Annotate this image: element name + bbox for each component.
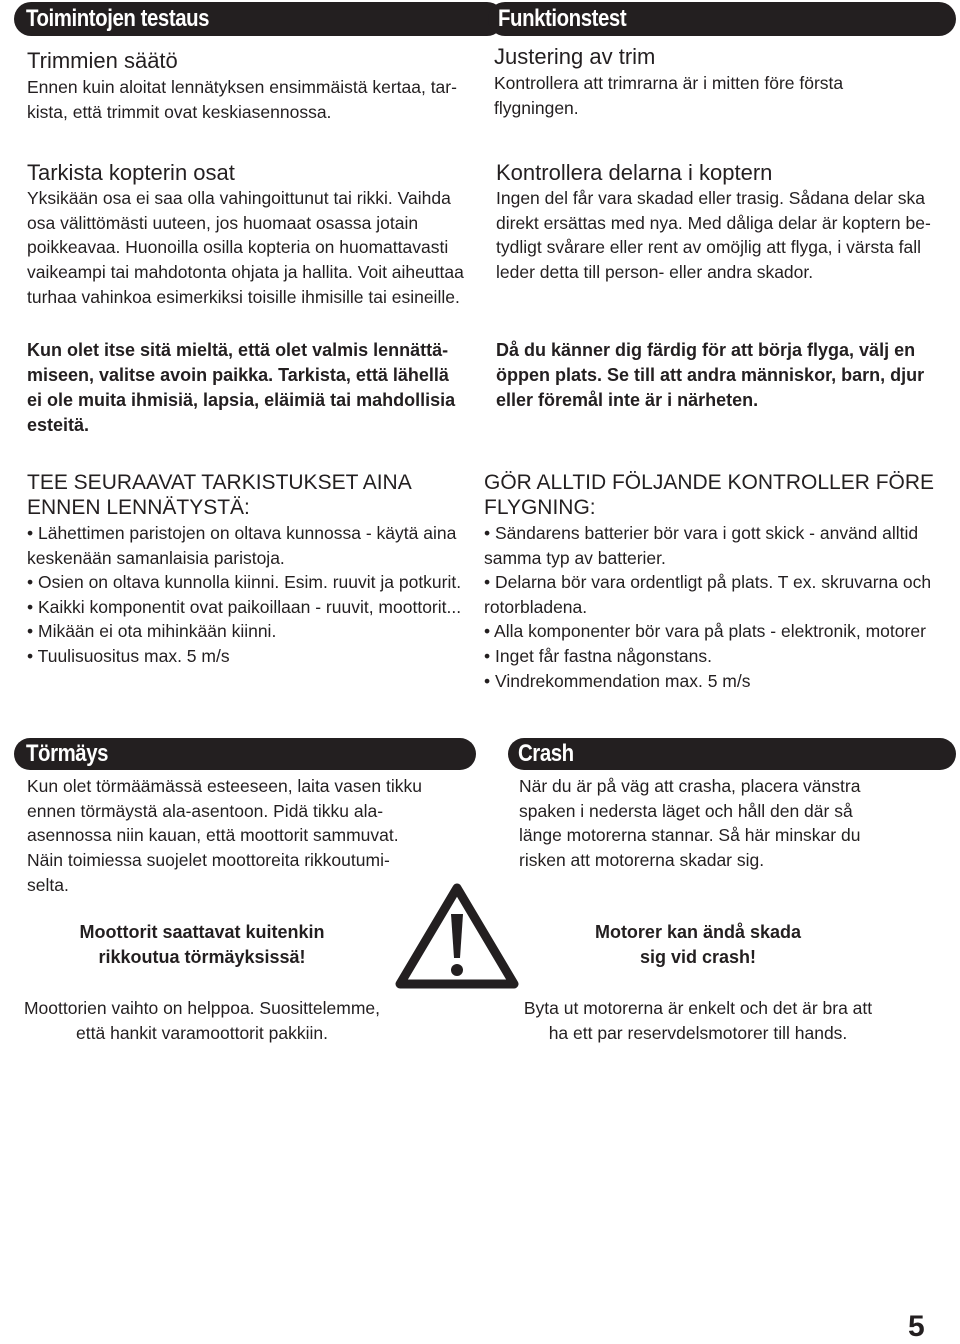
text-line: Kun olet itse sitä mieltä, että olet valmis lennättä-	[27, 340, 449, 360]
list-item: • Delarna bör vara ordentligt på plats. T ex. skruvarna och	[484, 572, 932, 593]
text-line: kista, että trimmit ovat keskiasennossa.	[27, 101, 332, 122]
text-line: vaikeampi tai mahdotonta ohjata ja hallita. Voit aiheuttaa	[27, 262, 464, 283]
text-line: Motorer kan ändå skada	[594, 922, 802, 942]
crash-tip-sv	[498, 996, 898, 1045]
text-line: länge motorerna stannar. Så här minskar du	[519, 825, 861, 846]
parts-heading-sv: Kontrollera delarna i koptern	[496, 160, 773, 185]
list-item: • Osien on oltava kunnolla kiinni. Esim. ruuvit ja potkurit.	[27, 572, 462, 593]
text-line: spaken i nedersta läget och håll den där så	[519, 800, 853, 821]
crash-bar-fi	[14, 738, 476, 770]
checks-list-fi	[27, 521, 461, 669]
crash-warning-fi	[32, 920, 372, 970]
text-line: rikkoutua törmäyksissä!	[98, 947, 306, 967]
text-line: esteitä.	[27, 415, 90, 435]
text-line: asennossa niin kauan, että moottorit sammuvat.	[27, 825, 399, 846]
text-line: Ingen del får vara skadad eller trasig. Sådana delar ska	[496, 188, 926, 208]
text-line: Byta ut motorerna är enkelt och det är bra att	[523, 998, 873, 1018]
crash-bar-sv	[508, 738, 956, 770]
text-line: öppen plats. Se till att andra människor, barn, djur	[496, 365, 925, 385]
trim-heading-sv: Justering av trim	[494, 44, 656, 69]
text-line: osa välittömästi uuteen, jos huomaat osassa jotain	[27, 212, 419, 233]
text-line: Moottorien vaihto on helppoa. Suosittelemme,	[23, 998, 381, 1018]
text-line: ei ole muita ihmisiä, lapsia, eläimiä tai mahdollisia	[27, 390, 456, 410]
text-line: tydligt svårare eller rent av omöjlig att flyga, i värsta fall	[496, 237, 922, 258]
list-item: rotorbladena.	[484, 596, 588, 617]
parts-text-sv	[496, 186, 931, 285]
crash-text-sv	[519, 774, 860, 873]
text-line: Kontrollera att trimrarna är i mitten före första	[494, 73, 844, 93]
text-line: ENNEN LENNÄTYSTÄ:	[27, 496, 250, 519]
trim-text-sv	[494, 71, 843, 120]
parts-heading-fi: Tarkista kopterin osat	[27, 160, 235, 185]
checks-heading-sv	[484, 470, 934, 520]
text-line: poikkeavaa. Huonoilla osilla kopteria on huomattavasti	[27, 237, 449, 258]
list-item: samma typ av batterier.	[484, 547, 666, 568]
checks-list-sv	[484, 521, 931, 693]
text-line: Moottorit saattavat kuitenkin	[79, 922, 325, 942]
text-line: När du är på väg att crasha, placera vänstra	[519, 776, 861, 796]
text-line: ha ett par reservdelsmotorer till hands.	[548, 1022, 848, 1043]
checks-heading-fi	[27, 470, 412, 520]
text-line: Då du känner dig färdig för att börja flyga, välj en	[496, 340, 916, 360]
text-line: sig vid crash!	[639, 947, 757, 967]
ready-text-sv	[496, 338, 924, 413]
crash-text-fi	[27, 774, 422, 898]
crash-title-fi: Törmäys	[26, 740, 109, 767]
ready-text-fi	[27, 338, 455, 438]
crash-title-sv: Crash	[518, 740, 574, 767]
list-item: • Inget får fastna någonstans.	[484, 645, 712, 666]
text-line: TEE SEURAAVAT TARKISTUKSET AINA	[27, 471, 412, 494]
page-number: 5	[908, 1310, 925, 1343]
text-line: turhaa vahinkoa esimerkiksi toisille ihmisille tai esineille.	[27, 286, 460, 307]
trim-heading-fi: Trimmien säätö	[27, 48, 178, 73]
text-line: GÖR ALLTID FÖLJANDE KONTROLLER FÖRE	[484, 471, 935, 494]
text-line: Yksikään osa ei saa olla vahingoittunut tai rikki. Vaihda	[27, 188, 451, 208]
parts-text-fi	[27, 186, 464, 310]
warning-triangle-icon	[392, 880, 522, 990]
section-title-sv: Funktionstest	[498, 5, 627, 32]
list-item: keskenään samanlaisia paristoja.	[27, 547, 285, 568]
text-line: Näin toimiessa suojelet moottoreita rikkoutumi-	[27, 850, 390, 871]
list-item: • Lähettimen paristojen on oltava kunnossa - käytä aina	[27, 523, 457, 543]
text-line: risken att motorerna skadar sig.	[519, 850, 765, 871]
header-bar-sv	[488, 2, 956, 36]
text-line: selta.	[27, 874, 69, 895]
text-line: direkt ersättas med nya. Med dåliga delar är koptern be-	[496, 212, 931, 233]
text-line: flygningen.	[494, 97, 579, 118]
crash-tip-fi	[12, 996, 392, 1045]
trim-text-fi	[27, 75, 457, 124]
text-line: eller föremål inte är i närheten.	[496, 390, 759, 410]
text-line: FLYGNING:	[484, 496, 596, 519]
text-line: leder detta till person- eller andra skador.	[496, 262, 814, 283]
section-title-fi: Toimintojen testaus	[26, 5, 210, 32]
list-item: • Alla komponenter bör vara på plats - elektronik, motorer	[484, 621, 926, 642]
header-bar-fi	[14, 2, 504, 36]
text-line: Kun olet törmäämässä esteeseen, laita vasen tikku	[27, 776, 422, 796]
text-line: että hankit varamoottorit pakkiin.	[76, 1022, 328, 1043]
crash-warning-sv	[528, 920, 868, 970]
list-item: • Sändarens batterier bör vara i gott skick - använd alltid	[484, 523, 919, 543]
list-item: • Mikään ei ota mihinkään kiinni.	[27, 621, 277, 642]
list-item: • Tuulisuositus max. 5 m/s	[27, 645, 230, 666]
text-line: ennen törmäystä ala-asentoon. Pidä tikku ala-	[27, 800, 384, 821]
text-line: Ennen kuin aloitat lennätyksen ensimmäistä kertaa, tar-	[27, 77, 457, 97]
list-item: • Kaikki komponentit ovat paikoillaan - ruuvit, moottorit...	[27, 596, 462, 617]
text-line: miseen, valitse avoin paikka. Tarkista, että lähellä	[27, 365, 449, 385]
list-item: • Vindrekommendation max. 5 m/s	[484, 670, 751, 691]
